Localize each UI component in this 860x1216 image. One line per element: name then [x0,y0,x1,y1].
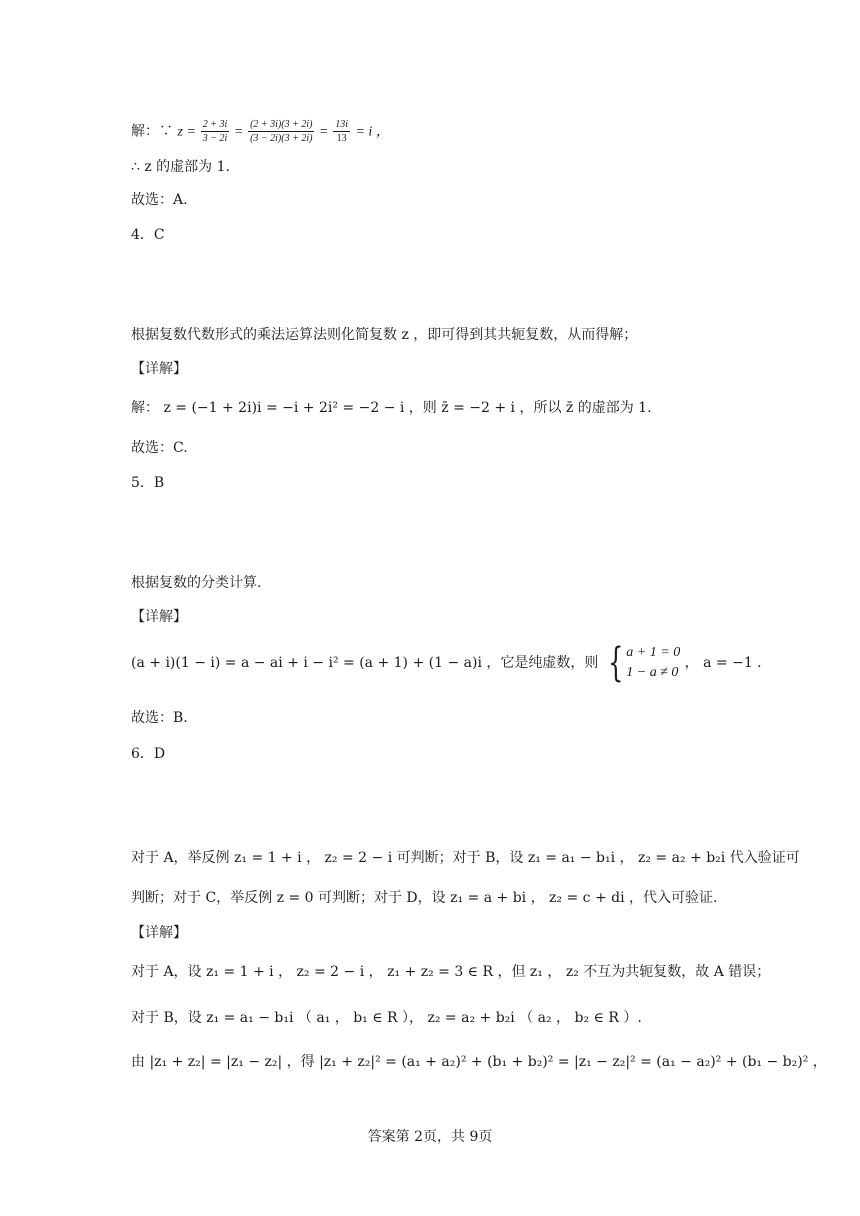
question-number-5: 5．B [131,475,165,491]
analysis-6-line-2: 判断；对于 C，举反例 z = 0 可判断；对于 D，设 z₁ = a + bi ， z₂ = c + di ，代入可验证. [131,890,718,906]
text-prefix: 解：∵ [131,123,173,140]
fraction-2: $\frac{(2 + 3i)(3 + 2i)}{(3 - 2i)(3 + 2i)}$ [250,119,313,144]
analysis-6-line-1: 对于 A，举反例 z₁ = 1 + i ， z₂ = 2 − i 可判断；对于 B，设 z₁ = a₁ − b₁i ， z₂ = a₂ + b₂i 代入验证可 [131,850,800,866]
solution-6-a: 对于 A，设 z₁ = 1 + i ， z₂ = 2 − i ， z₁ + z₂ = 3 ∈ R ，但 z₁ ， z₂ 不互为共轭复数，故 A 错误； [131,964,771,980]
detail-heading-4: 【详解】 [131,361,187,377]
answer-choice-line: 故选：A. [131,192,188,208]
solution-line-2: ∴ z 的虚部为 1. [131,159,230,175]
page-footer: 答案第 2页，共 9页 [367,1129,493,1145]
var-z: z [177,124,183,140]
question-number-6: 6．D [131,746,166,762]
solution-4: 解： z = (−1 + 2i)i = −i + 2i² = −2 − i ，则 z̄ = −2 + i ，所以 z̄ 的虚部为 1. [131,400,652,416]
solution-6-b: 对于 B，设 z₁ = a₁ − b₁i （ a₁ ， b₁ ∈ R ）， z₂ = a₂ + b₂i （ a₂ ， b₂ ∈ R ）. [131,1010,642,1026]
solution-6-c: 由 |z₁ + z₂| = |z₁ − z₂| ，得 |z₁ + z₂|² = (a₁ + a₂)² + (b₁ + b₂)² = |z₁ − z₂|² = (a₁ − a₂)² + (b₁ − b₂)² ， [131,1054,827,1070]
system-eq-2: 1 − a ≠ 0 [626,665,679,680]
equation-system: { a + 1 = 0 1 − a ≠ 0 [607,640,681,686]
system-eq-1: a + 1 = 0 [626,645,681,660]
solution-5 [131,640,762,686]
solution-line-1: 解：∵ z = $\frac{2 + 3i}{3 - 2i}$ = $\frac{(2 + 3i)(3 + 2i)}{(3 - 2i)(3 + 2i)}$ = $\frac{13i}{13}$ = i ， [131,119,390,144]
answer-choice-4: 故选：C. [131,440,188,456]
question-number-4: 4．C [131,227,165,243]
detail-heading-5: 【详解】 [131,609,187,625]
fraction-3: $\frac{13i}{13}$ [335,119,349,144]
solution-5-main: (a + i)(1 − i) = a − ai + i − i² = (a + 1) + (1 − a)i ，它是纯虚数，则 [131,655,599,671]
text-end: = i ， [355,124,390,140]
analysis-5: 根据复数的分类计算. [131,575,262,591]
answer-choice-5: 故选：B. [131,710,188,726]
fraction-1: $\frac{2 + 3i}{3 - 2i}$ [202,119,228,144]
detail-heading-6: 【详解】 [131,925,187,941]
solution-5-end: ， a = −1 . [684,655,762,671]
analysis-4: 根据复数代数形式的乘法运算法则化简复数 z ，即可得到其共轭复数，从而得解； [131,327,638,343]
